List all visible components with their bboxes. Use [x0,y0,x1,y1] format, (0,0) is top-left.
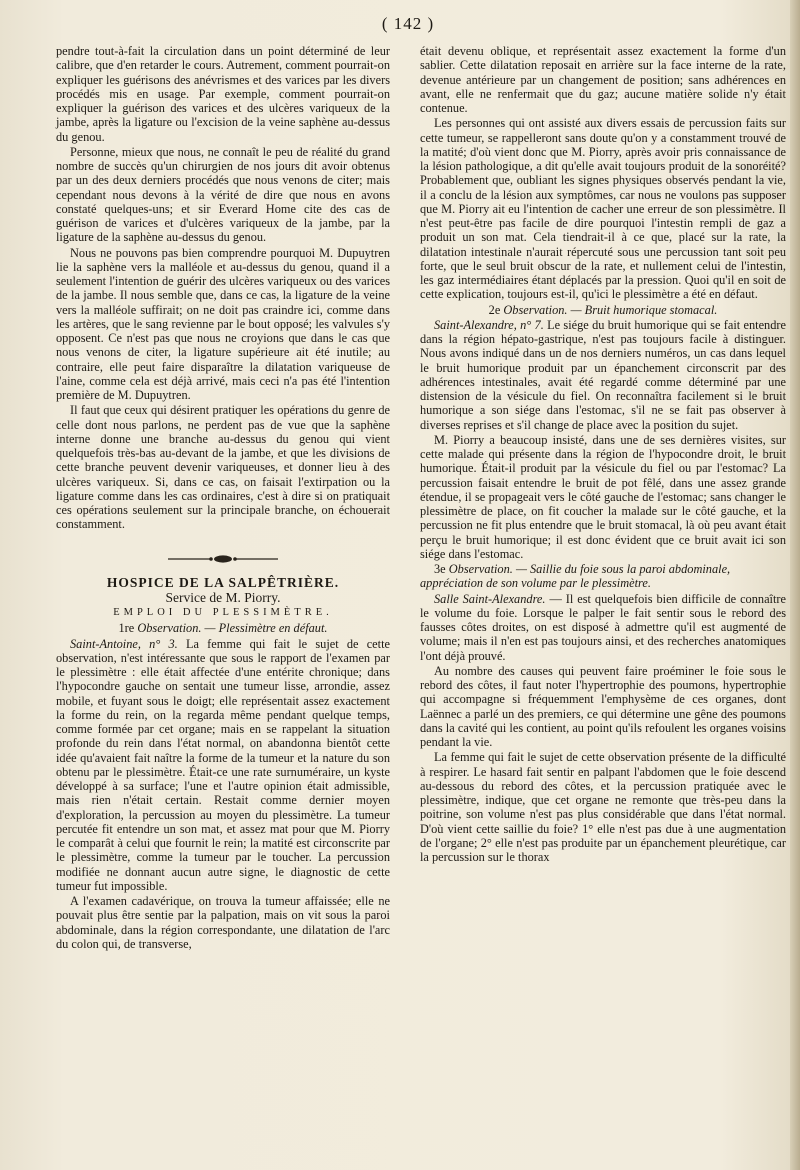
observation-2-paragraph-1 [420,318,786,432]
left-paragraph-1: pendre tout-à-fait la circulation dans un point déterminé de leur calibre, que d'en retarder le cours. Autrement, comment pourrait-on expliquer les guérisons des anévrismes et des varices par les divers procédés mis en usage. Par exemple, comment pourrait-on expliquer la guérison des varices et des ulcères variqueux de la jambe, après la ligature ou l'excision de la veine saphène au-dessus du genou. [56,44,390,144]
page-number: ( 142 ) [381,14,435,33]
right-paragraph-2: Les personnes qui ont assisté aux divers essais de percussion faits sur cette tumeur, se rappelleront sans doute qu'on y a constamment trouvé de la matité; d'où vient donc que M. Piorry, après avoir pris connaissance de la lésion pathologique, a dit qu'elle avait toujours produit de la sonoréité? Probablement que, oubliant les signes physiques observés pendant la vie, il a conclu de la lésion aux symptômes, car nous ne voulons pas supposer que M. Piorry ait eu l'intention de cacher une erreur de son plessimètre. Il n'est peut-être pas facile de dire pourquoi l'intestin rempli de gaz a produit un son mat. Cela tiendrait-il à ce que, placé sur la rate, la dilatation intestinale n'aurait répercuté sous une percussion tant soit peu forte, que le seul bruit obscur de la rate, et nullement celui de l'intestin, les gaz intermédiaires étant déplacés par la pression. Quoi qu'il en soit de cette explication, toujours est-il, qu'ici le plessimètre a été en défaut. [420,116,786,302]
observation-3-case: Salle Saint-Alexandre. [434,591,546,606]
observation-3-number: 3e [434,562,446,576]
observation-2-title: Observation. — Bruit humorique stomacal. [503,302,718,317]
observation-2-case: Saint-Alexandre, n° 7. [434,317,544,332]
observation-1-case: Saint-Antoine, n° 3. [70,636,178,651]
observation-1-number: 1re [118,621,135,636]
observation-1-paragraph-2: A l'examen cadavérique, on trouva la tumeur affaissée; elle ne pouvait plus être sentie par la palpation, mais on vit sous la paroi abdominale, dans la région correspondante, une dilatation de l'arc du colon qui, de transverse, [56,894,390,951]
hospice-title: HOSPICE DE LA SALPÊTRIÈRE. [106,574,340,590]
right-column [420,44,786,864]
left-paragraph-4: Il faut que ceux qui désirent pratiquer les opérations du genre de celle dont nous parlons, ne perdent pas de vue que la saphène interne donne une branche au-dessus du genou qui vient quelquefois très-bas au-devant de la jambe, et que les divisions de cette branche peuvent devenir variqueuses, et donner lieu à des ulcères variqueux. Si, dans ce cas, on faisait l'extirpation ou la ligature comme dans les cas ordinaires, c'est à dire si on pratiquait ces opérations seulement sur la principale branche, on échouerait constamment. [56,403,390,532]
observation-1-text-1: La femme qui fait le sujet de cette observation, n'est intéressante que sous le rapport de l'examen par le plessimètre : elle était affectée d'une entérite chronique; dans l'hypocondre gauche on sentait une tumeur lisse, arrondie, assez mobile, et fuyant sous le doigt; elle représentait assez exactement la forme du rein, on la regarda même pendant quelque temps, comme formée par cet organe; mais en se rappelant la situation profonde du rein dans l'état normal, on abandonna bientôt cette idée qu'avaient fait naître la forme de la tumeur et la nature du son obtenu par le plessimètre. Était-ce une rate surnuméraire, un kyste développé à sa surface; l'une et l'autre opinion était admissible, mais rien n'était certain. Restait comme dernier moyen d'exploration, la percussion au moyen du plessimètre. La tumeur percutée fit entendre un son mat, et assez mat pour que M. Piorry le comparât à celui que fournit le rein; la matité est circonscrite par le plessimètre, comme la tumeur par le toucher. La percussion modifiée ne donnant aucun autre signe, le diagnostic de cette tumeur fut impossible. [56,636,390,893]
observation-2-number: 2e [488,302,501,317]
left-column [56,44,390,951]
observation-2-text-1: Le siége du bruit humorique qui se fait entendre dans la région hépato-gastrique, n'est pas toujours facile à distinguer. Nous avons indiqué dans un de nos derniers numéros, un cas dans lequel le bruit humorique produit par un épanchement circonscrit par des adhérences intestinales, avait été regardé comme déterminé par une distension de la vésicule du fiel. On reconnaîtra facilement si le bruit humorique a son siége dans l'estomac, s'il ne se fait pas observer à diverses reprises et s'il change de place avec la position du sujet. [420,317,786,432]
observation-3-text-1: — Il est quelquefois bien difficile de connaître le volume du foie. Lorsque le palper le fait sentir sous le rebord des fausses côtes droites, on est disposé à admettre qu'il est augmenté de volume; mais il n'en est pas toujours ainsi, et des recherches anatomiques l'ont déjà prouvé. [420,591,786,663]
observation-3-title: Observation. — Saillie du foie sous la paroi abdominale, appréciation de son volume par le plessimètre. [420,562,731,591]
left-paragraph-2: Personne, mieux que nous, ne connaît le peu de réalité du grand nombre de succès qu'un chirurgien de nos jours dit avoir obtenus par un des deux derniers procédés que nous venons de citer; mais cependant nous devons à la vérité de dire que nous en avons constaté quelques-uns; et sir Everard Home cite des cas de guérison de varices et d'ulcères variqueux de la jambe, par la ligature de la saphène au-dessus du genou. [56,144,390,245]
observation-3-heading [420,562,786,591]
service-line: Service de M. Piorry. [165,589,281,605]
observation-1-title: Observation. — Plessimètre en défaut. [137,621,328,636]
subject-heading: EMPLOI DU PLESSIMÈTRE. [113,607,333,618]
observation-1-paragraph-1 [56,637,390,894]
observation-2-heading [420,303,786,317]
page-edge-shadow [790,0,800,1170]
observation-1-heading [56,621,390,635]
observation-3-paragraph-2: Au nombre des causes qui peuvent faire proéminer le foie sous le rebord des côtes, il faut noter l'hypertrophie des poumons, hypertrophie qui accompagne si fréquemment l'emphysème de ces organes, dont Laënnec a parlé un des premiers, ce qui détermine une gêne des poumons dans la cavité qui les contient, au point qu'ils refoulent les organes voisins pendant la vie. [420,663,786,749]
right-paragraph-1: était devenu oblique, et représentait assez exactement la forme d'un sablier. Cette dilatation reposait en arrière sur la face interne de la rate, devenue antérieure par un changement de position; sans adhérences en avant, elle ne renfermait que du gaz; aucune matière solide n'y était contenue. [420,44,786,115]
section-divider-ornament [168,554,278,564]
observation-3-paragraph-3: La femme qui fait le sujet de cette observation présente de la difficulté à respirer. Le hasard fait sentir en palpant l'abdomen que le foie descend au-dessous du rebord des côtes, et la percussion pratiquée avec le plessimètre, indique, que cet organe ne remonte que très-peu dans la poitrine, son volume n'est pas plus considérable que dans l'état normal. D'où vient cette saillie du foie? 1° elle n'est pas due à une augmentation de l'organe; 2° elle n'est pas produite par un épanchement pleurétique, car la percussion sur le thorax [420,750,786,864]
observation-2-paragraph-2: M. Piorry a beaucoup insisté, dans une de ses dernières visites, sur cette malade qui présente dans la région de l'hypocondre droit, le bruit humorique. Était-il produit par la vésicule du fiel ou par l'estomac? La percussion faisait entendre le bruit de pot fêlé, dans une assez grande étendue, il se propageait vers le côté gauche de l'estomac; sans changer le plessimètre de place, on fit coucher la malade sur le côté gauche, et la percussion ne fit plus entendre que le bruit stomacal, là où peu avant était perçu le bruit humorique; il est donc évident que ce bruit avait ici son siége dans l'estomac. [420,432,786,561]
left-paragraph-3: Nous ne pouvons pas bien comprendre pourquoi M. Dupuytren lie la saphène vers la malléole et au-dessus du genou, quand il a seulement l'intention de guérir des ulcères variqueux ou des varices de la jambe. Il nous semble que, dans ce cas, la ligature de la veine vers la malléole suffirait; on ne doit pas craindre ici, comme dans les artères, que le sang revienne par le bout opposé; les valvules s'y opposent. Ce n'est pas que nous ne croyions que dans le cas que nous venons de citer, la ligature supérieure ait été inutile; au contraire, elle peut faire disparaître la dilatation variqueuse de l'aine, comme cela est déjà arrivé, mais ceci n'a pas été l'intention première de M. Dupuytren. [56,245,390,402]
observation-3-paragraph-1 [420,592,786,663]
